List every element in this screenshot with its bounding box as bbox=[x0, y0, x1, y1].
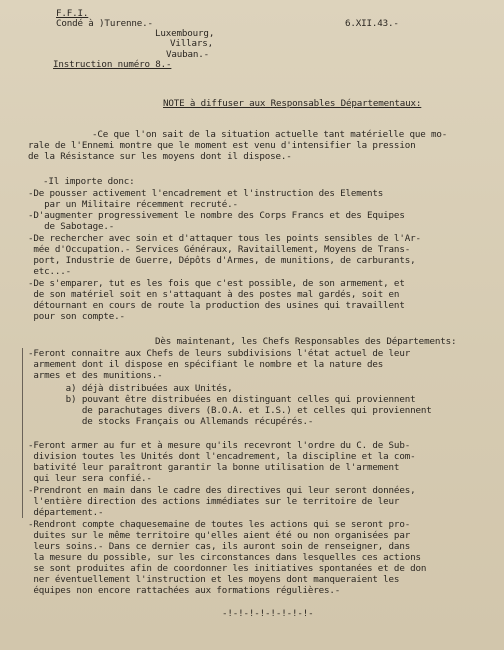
intro-line-2: rale de l'Ennemi montre que le moment est venu d'intensifier la pression bbox=[28, 140, 416, 151]
point-line: -De pousser activement l'encadrement et l'instruction des Elements bbox=[28, 188, 384, 199]
chefs-line: ner éventuellement l'instruction et les moyens dont manqueraient les bbox=[28, 574, 400, 585]
chefs-line: qui leur sera confié.- bbox=[28, 473, 152, 484]
org-heading: F.F.I. bbox=[56, 8, 89, 19]
recipient-villars: Villars, bbox=[170, 38, 214, 49]
chefs-line: de stocks Français ou Allemands récupérés.- bbox=[28, 416, 314, 427]
conde-line: Condé à )Turenne.- bbox=[56, 18, 153, 29]
chefs-line: division toutes les Unités dont l'encadrement, la discipline et la com- bbox=[28, 451, 416, 462]
chefs-heading: Dès maintenant, les Chefs Responsables des Départements: bbox=[155, 336, 457, 347]
recipient-luxembourg: Luxembourg, bbox=[155, 28, 215, 39]
point-line: port, Industrie de Guerre, Dépôts d'Armes, de munitions, de carburants, bbox=[28, 255, 416, 266]
margin-bracket bbox=[22, 348, 23, 518]
chefs-line: -Rendront compte chaquesemaine de toutes les actions qui se seront pro- bbox=[28, 519, 411, 530]
chefs-line: duites sur le même territoire qu'elles aient été ou non organisées par bbox=[28, 530, 411, 541]
chefs-line: armes et des munitions.- bbox=[28, 370, 163, 381]
chefs-line: l'entière direction des actions immédiates sur le territoire de leur bbox=[28, 496, 400, 507]
note-title: NOTE à diffuser aux Responsables Départementaux: bbox=[163, 98, 422, 109]
point-line: de son matériel soit en s'attaquant à des postes mal gardés, soit en bbox=[28, 289, 400, 300]
chefs-line: de parachutages divers (B.O.A. et I.S.) et celles qui proviennent bbox=[28, 405, 432, 416]
il-importe-heading: -Il importe donc: bbox=[43, 176, 135, 187]
chefs-line: leurs soins.- Dans ce dernier cas, ils auront soin de renseigner, dans bbox=[28, 541, 411, 552]
chefs-line: -Feront connaitre aux Chefs de leurs subdivisions l'état actuel de leur bbox=[28, 348, 411, 359]
point-line: par un Militaire récemment recruté.- bbox=[28, 199, 238, 210]
chefs-line: bativité leur paraîtront garantir la bonne utilisation de l'armement bbox=[28, 462, 400, 473]
point-line: de Sabotage.- bbox=[28, 221, 115, 232]
instruction-number: Instruction numéro 8.- bbox=[53, 59, 172, 70]
chefs-line: la mesure du possible, sur les circonstances dans lesquelles ces actions bbox=[28, 552, 421, 563]
point-line: -De s'emparer, tut es les fois que c'est possible, de son armement, et bbox=[28, 278, 405, 289]
footer-separator: -!-!-!-!-!-!-!-!- bbox=[222, 608, 314, 619]
point-line: pour son compte.- bbox=[28, 311, 125, 322]
intro-line-1: -Ce que l'on sait de la situation actuelle tant matérielle que mo- bbox=[92, 129, 448, 140]
document-date: 6.XII.43.- bbox=[345, 18, 399, 29]
chefs-line: -Prendront en main dans le cadre des directives qui leur seront données, bbox=[28, 485, 416, 496]
point-line: mée d'Occupation.- Services Généraux, Ravitaillement, Moyens de Trans- bbox=[28, 244, 411, 255]
point-line: -De rechercher avec soin et d'attaquer tous les points sensibles de l'Ar- bbox=[28, 233, 421, 244]
point-line: -D'augmenter progressivement le nombre des Corps Francs et des Equipes bbox=[28, 210, 405, 221]
chefs-line: équipes non encore rattachées aux formations régulières.- bbox=[28, 585, 341, 596]
recipient-vauban: Vauban.- bbox=[166, 49, 210, 60]
point-line: etc...- bbox=[28, 266, 72, 277]
chefs-line: armement dont il dispose en spécifiant le nombre et la nature des bbox=[28, 359, 384, 370]
chefs-line: département.- bbox=[28, 507, 104, 518]
chefs-line: a) déjà distribuées aux Unités, bbox=[28, 383, 233, 394]
intro-line-3: de la Résistance sur les moyens dont il dispose.- bbox=[28, 151, 292, 162]
point-line: détournant en cours de route la production des usines qui travaillent bbox=[28, 300, 405, 311]
chefs-line: b) pouvant être distribuées en distinguant celles qui proviennent bbox=[28, 394, 416, 405]
chefs-line: se sont produites afin de coordonner les initiatives spontanées et de don bbox=[28, 563, 427, 574]
chefs-line: -Feront armer au fur et à mesure qu'ils recevront l'ordre du C. de Sub- bbox=[28, 440, 411, 451]
